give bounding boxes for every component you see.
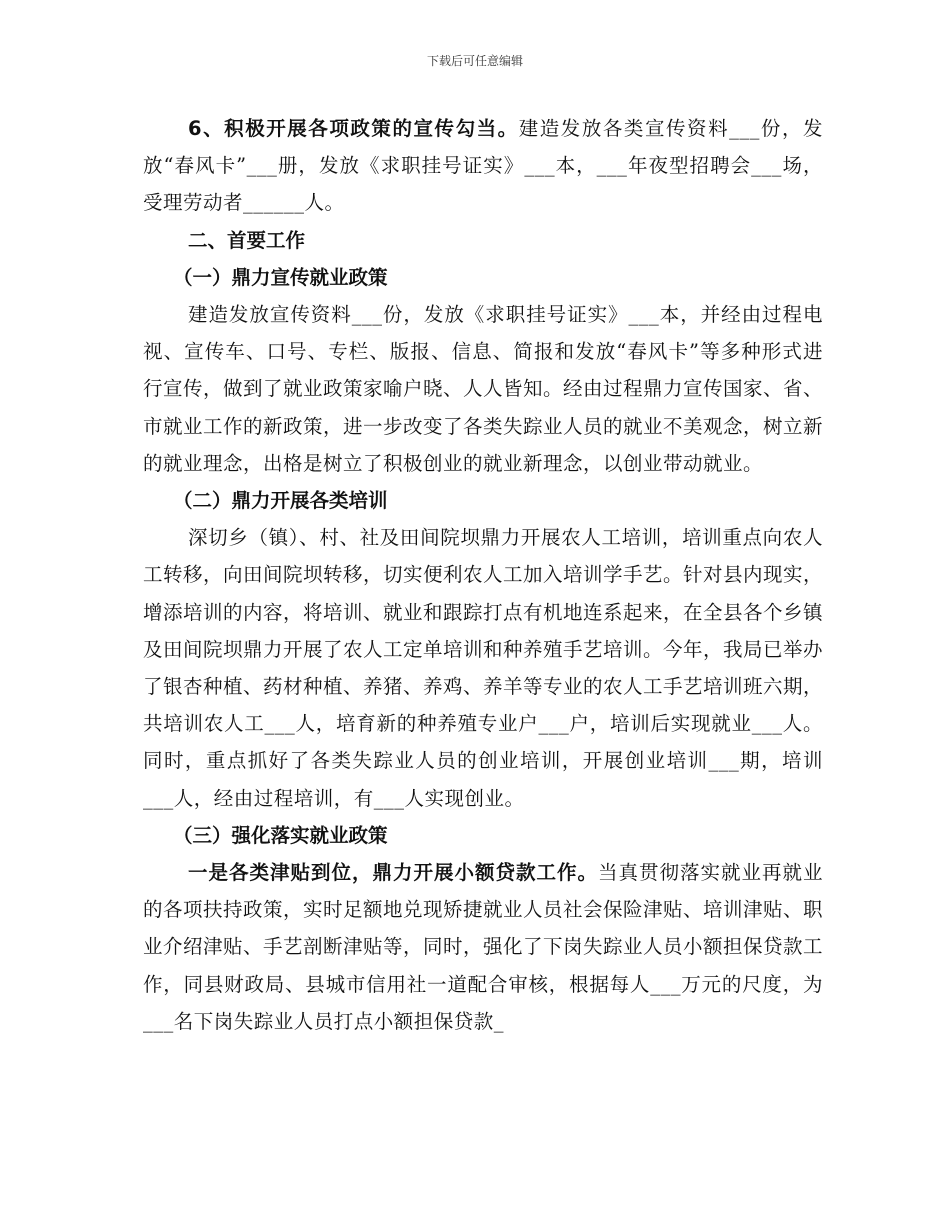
paragraph-text: 当真贯彻落实就业再就业的各项扶持政策，实时足额地兑现矫捷就业人员社会保险津贴、培训津贴、职业介绍津贴、手艺剖断津贴等，同时，强化了下岗失踪业人员小额担保贷款工作，同县财政局、县城市信用社一道配合审核，根据每人___万元的尺度，为___名下岗失踪业人员打点小额担保贷款_ xyxy=(143,861,824,1033)
paragraph-training: 深切乡（镇）、村、社及田间院坝鼎力开展农人工培训，培训重点向农人工转移，向田间院坝转移，切实便利农人工加入培训学手艺。针对县内现实，增添培训的内容，将培训、就业和跟踪打点有机地连系起来，在全县各个乡镇及田间院坝鼎力开展了农人工定单培训和种养殖手艺培训。今年，我局已举办了银杏种植、药材种植、养猪、养鸡、养羊等专业的农人工手艺培训班六期，共培训农人工___人，培育新的种养殖专业户___户，培训后实现就业___人。同时，重点抓好了各类失踪业人员的创业培训，开展创业培训___期，培训___人，经由过程培训，有___人实现创业。 xyxy=(143,526,824,810)
paragraph-promote-policy: 建造发放宣传资料___份，发放《求职挂号证实》___本，并经由过程电视、宣传车、口号、专栏、版报、信息、简报和发放“春风卡”等多种形式进行宣传，做到了就业政策家喻户晓、人人皆知。经由过程鼎力宣传国家、省、市就业工作的新政策，进一步改变了各类失踪业人员的就业不美观念，树立新的就业理念，出格是树立了积极创业的就业新理念，以创业带动就业。 xyxy=(143,303,824,475)
document-body xyxy=(143,110,823,1040)
section-heading-main-work: 二、首要工作 xyxy=(188,228,306,252)
page-header: 下载后可任意编辑 xyxy=(426,54,523,68)
paragraph-lead: 一是各类津贴到位，鼎力开展小额贷款工作。 xyxy=(188,861,598,885)
subsection-heading-2: （二）鼎力开展各类培训 xyxy=(173,489,388,513)
subsection-heading-3: （三）强化落实就业政策 xyxy=(173,823,388,847)
paragraph-text: 建造发放各类宣传资料___份，发放“春风卡”___册，发放《求职挂号证实》___本，___年夜型招聘会___场，受理劳动者______人。 xyxy=(143,117,823,215)
paragraph-item-6 xyxy=(143,110,823,222)
paragraph-subsidies xyxy=(143,854,823,1040)
paragraph-lead: 6、积极开展各项政策的宣传勾当。 xyxy=(188,117,519,140)
subsection-heading-1: （一）鼎力宣传就业政策 xyxy=(173,265,388,289)
